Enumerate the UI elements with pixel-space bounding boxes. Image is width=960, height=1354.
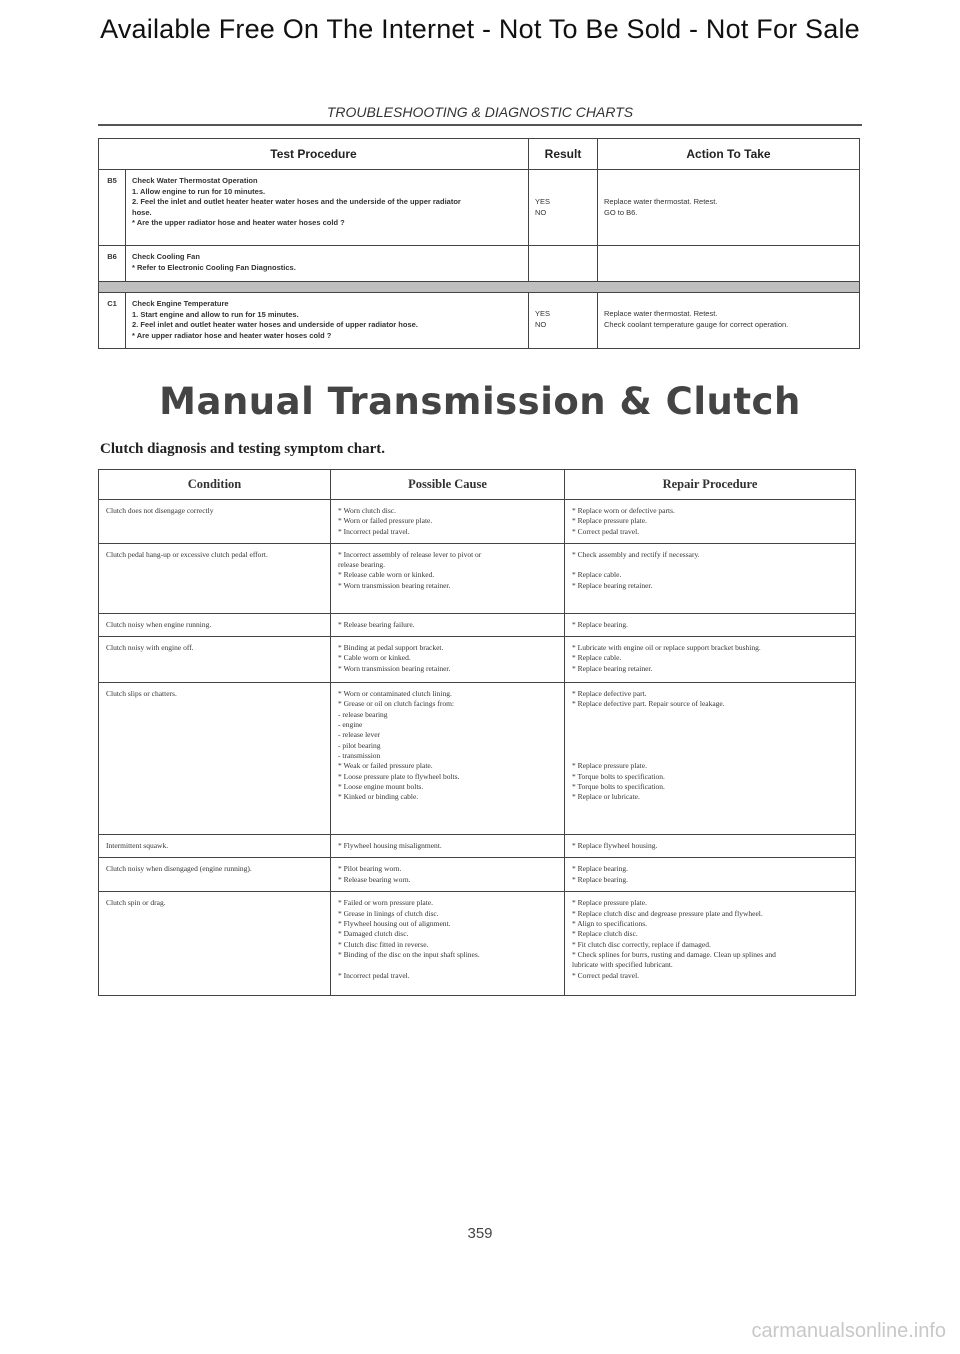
cause-line: * Flywheel housing out of alignment. <box>338 919 451 929</box>
repair-line: * Replace or lubricate. <box>572 792 640 802</box>
cause-cell <box>331 835 565 858</box>
cause-line: - engine <box>338 720 363 730</box>
table-row <box>99 543 856 613</box>
repair-cell <box>565 858 856 892</box>
shaded-divider <box>99 282 860 293</box>
table-row <box>99 170 860 246</box>
result-cell <box>529 293 598 349</box>
procedure-title: Check Engine Temperature <box>132 299 229 308</box>
repair-cell <box>565 637 856 683</box>
cause-line: * Binding of the disc on the input shaft splines. <box>338 949 480 959</box>
cause-line: * Binding at pedal support bracket. <box>338 643 444 653</box>
repair-line: * Replace clutch disc. <box>572 929 638 939</box>
cause-line: * Grease in linings of clutch disc. <box>338 908 439 918</box>
table-row <box>99 892 856 996</box>
action-text: Replace water thermostat. Retest. <box>604 309 718 318</box>
repair-line: * Fit clutch disc correctly, replace if damaged. <box>572 939 711 949</box>
cause-line: * Release bearing worn. <box>338 874 411 884</box>
diagnostic-table <box>98 138 860 349</box>
repair-line: * Replace bearing. <box>572 864 629 874</box>
condition-text: Clutch noisy with engine off. <box>106 643 194 653</box>
condition-text: Clutch slips or chatters. <box>106 689 177 699</box>
condition-cell <box>99 835 331 858</box>
repair-line: * Replace worn or defective parts. <box>572 506 675 515</box>
repair-cell <box>565 500 856 544</box>
repair-line: * Check assembly and rectify if necessary. <box>572 549 700 559</box>
cause-cell <box>331 683 565 835</box>
header-rule <box>98 124 862 126</box>
line-gap <box>572 720 849 730</box>
action-text: Replace water thermostat. Retest. <box>604 197 718 206</box>
table-row <box>99 246 860 282</box>
repair-cell <box>565 892 856 996</box>
repair-line: * Replace pressure plate. <box>572 516 647 526</box>
cause-line: * Pilot bearing worn. <box>338 864 402 874</box>
repair-line: * Replace flywheel housing. <box>572 841 658 851</box>
table-row <box>99 835 856 858</box>
watermark: carmanualsonline.info <box>751 1320 946 1342</box>
repair-line: * Correct pedal travel. <box>572 970 640 980</box>
action-cell <box>598 293 860 349</box>
step-id: C1 <box>99 293 126 349</box>
chart-subtitle: Clutch diagnosis and testing symptom chart. <box>100 441 386 457</box>
line-gap <box>572 751 849 761</box>
repair-cell <box>565 835 856 858</box>
table-row <box>99 500 856 544</box>
cause-line: - pilot bearing <box>338 740 381 750</box>
action-text: GO to B6. <box>604 207 638 217</box>
main-title: Manual Transmission & Clutch <box>159 380 801 423</box>
procedure-line: * Are upper radiator hose and heater water hoses cold ? <box>132 330 332 340</box>
condition-text: Clutch noisy when engine running. <box>106 619 212 629</box>
cause-line: - release lever <box>338 730 381 740</box>
cause-line: * Incorrect assembly of release lever to pivot or <box>338 549 482 559</box>
procedure-line: hose. <box>132 207 152 217</box>
procedure-line: 1. Allow engine to run for 10 minutes. <box>132 186 266 196</box>
clutch-table-header <box>99 470 856 500</box>
condition-text: Clutch pedal hang-up or excessive clutch pedal effort. <box>106 549 268 559</box>
condition-cell <box>99 543 331 613</box>
line-gap <box>572 710 849 720</box>
condition-cell <box>99 858 331 892</box>
repair-cell <box>565 683 856 835</box>
repair-line: * Replace cable. <box>572 570 622 580</box>
procedure-cell <box>126 170 529 246</box>
repair-line: * Torque bolts to specification. <box>572 771 665 781</box>
top-banner: Available Free On The Internet - Not To Be Sold - Not For Sale <box>100 14 860 44</box>
condition-text: Clutch spin or drag. <box>106 898 166 908</box>
cause-line: * Worn or failed pressure plate. <box>338 516 433 526</box>
cause-line: * Failed or worn pressure plate. <box>338 898 433 908</box>
line-gap <box>572 560 849 570</box>
cause-cell <box>331 637 565 683</box>
condition-cell <box>99 637 331 683</box>
line-gap <box>338 960 558 970</box>
cause-line: * Damaged clutch disc. <box>338 929 409 939</box>
result-cell <box>529 246 598 282</box>
header-possible-cause: Possible Cause <box>331 470 565 500</box>
condition-text: Intermittent squawk. <box>106 841 169 851</box>
result-value: YES <box>535 197 551 206</box>
cause-line: - release bearing <box>338 709 388 719</box>
cause-line: * Incorrect pedal travel. <box>338 970 410 980</box>
repair-line: * Align to specifications. <box>572 919 647 929</box>
diagnostic-table-header <box>99 139 860 170</box>
repair-line: * Replace cable. <box>572 653 622 663</box>
result-cell <box>529 170 598 246</box>
cause-line: - transmission <box>338 750 381 760</box>
cause-line: * Kinked or binding cable. <box>338 792 419 802</box>
header-condition: Condition <box>99 470 331 500</box>
procedure-line: * Refer to Electronic Cooling Fan Diagnostics. <box>132 262 296 272</box>
cause-line: * Weak or failed pressure plate. <box>338 761 433 771</box>
procedure-cell <box>126 246 529 282</box>
header-result: Result <box>529 139 598 170</box>
condition-text: Clutch does not disengage correctly <box>106 506 214 515</box>
repair-cell <box>565 543 856 613</box>
header-action: Action To Take <box>598 139 860 170</box>
repair-line: * Correct pedal travel. <box>572 526 640 536</box>
condition-cell <box>99 613 331 636</box>
repair-line: * Lubricate with engine oil or replace support bracket bushing. <box>572 643 761 653</box>
result-value: YES <box>535 309 551 318</box>
procedure-line: 2. Feel inlet and outlet heater water hoses and underside of upper radiator hose. <box>132 320 418 329</box>
cause-line: * Release bearing failure. <box>338 619 415 629</box>
procedure-title: Check Water Thermostat Operation <box>132 176 258 185</box>
repair-line: * Replace defective part. Repair source of leakage. <box>572 699 725 709</box>
step-id: B6 <box>99 246 126 282</box>
table-row <box>99 858 856 892</box>
cause-line: * Worn or contaminated clutch lining. <box>338 689 452 699</box>
cause-line: * Incorrect pedal travel. <box>338 526 410 536</box>
condition-cell <box>99 683 331 835</box>
condition-text: Clutch noisy when disengaged (engine running). <box>106 864 252 874</box>
table-row <box>99 613 856 636</box>
condition-cell <box>99 892 331 996</box>
cause-line: * Loose engine mount bolts. <box>338 781 424 791</box>
repair-line: * Check splines for burrs, rusting and damage. Clean up splines and <box>572 949 776 959</box>
repair-line: * Replace bearing. <box>572 619 629 629</box>
result-value: NO <box>535 319 547 329</box>
repair-cell <box>565 613 856 636</box>
repair-line: * Torque bolts to specification. <box>572 781 665 791</box>
repair-line: * Replace bearing retainer. <box>572 580 653 590</box>
cause-line: * Worn transmission bearing retainer. <box>338 663 451 673</box>
procedure-cell <box>126 293 529 349</box>
cause-cell <box>331 858 565 892</box>
cause-cell <box>331 500 565 544</box>
cause-cell <box>331 543 565 613</box>
cause-cell <box>331 892 565 996</box>
action-text: Check coolant temperature gauge for correct operation. <box>604 319 789 329</box>
clutch-symptom-table <box>98 469 856 996</box>
shaded-divider-row <box>99 282 860 293</box>
cause-line: * Grease or oil on clutch facings from: <box>338 699 455 709</box>
header-repair-procedure: Repair Procedure <box>565 470 856 500</box>
line-gap <box>572 730 849 740</box>
cause-line: * Cable worn or kinked. <box>338 653 411 663</box>
line-gap <box>572 741 849 751</box>
cause-cell <box>331 613 565 636</box>
cause-line: * Release cable worn or kinked. <box>338 570 435 580</box>
procedure-line: * Are the upper radiator hose and heater water hoses cold ? <box>132 218 345 227</box>
cause-line: * Worn clutch disc. <box>338 506 396 515</box>
page-number: 359 <box>467 1225 493 1242</box>
result-value: NO <box>535 207 547 217</box>
table-row <box>99 637 856 683</box>
procedure-line: 2. Feel the inlet and outlet heater heater water hoses and the underside of the upper radiator <box>132 197 461 206</box>
step-id: B5 <box>99 170 126 246</box>
repair-line: * Replace bearing retainer. <box>572 663 653 673</box>
repair-line: * Replace clutch disc and degrease pressure plate and flywheel. <box>572 908 763 918</box>
condition-cell <box>99 500 331 544</box>
procedure-title: Check Cooling Fan <box>132 252 200 261</box>
repair-line: lubricate with specified lubricant. <box>572 960 673 970</box>
section-header: TROUBLESHOOTING & DIAGNOSTIC CHARTS <box>326 104 634 120</box>
action-cell <box>598 246 860 282</box>
cause-line: * Flywheel housing misalignment. <box>338 841 442 851</box>
cause-line: * Clutch disc fitted in reverse. <box>338 939 429 949</box>
cause-line: * Loose pressure plate to flywheel bolts. <box>338 771 460 781</box>
repair-line: * Replace bearing. <box>572 874 629 884</box>
table-row <box>99 683 856 835</box>
procedure-line: 1. Start engine and allow to run for 15 minutes. <box>132 309 299 319</box>
cause-line: release bearing. <box>338 560 386 570</box>
repair-line: * Replace pressure plate. <box>572 898 647 908</box>
action-cell <box>598 170 860 246</box>
table-row <box>99 293 860 349</box>
repair-line: * Replace defective part. <box>572 689 647 699</box>
repair-line: * Replace pressure plate. <box>572 761 647 771</box>
cause-line: * Worn transmission bearing retainer. <box>338 580 451 590</box>
header-test-procedure: Test Procedure <box>99 139 529 170</box>
